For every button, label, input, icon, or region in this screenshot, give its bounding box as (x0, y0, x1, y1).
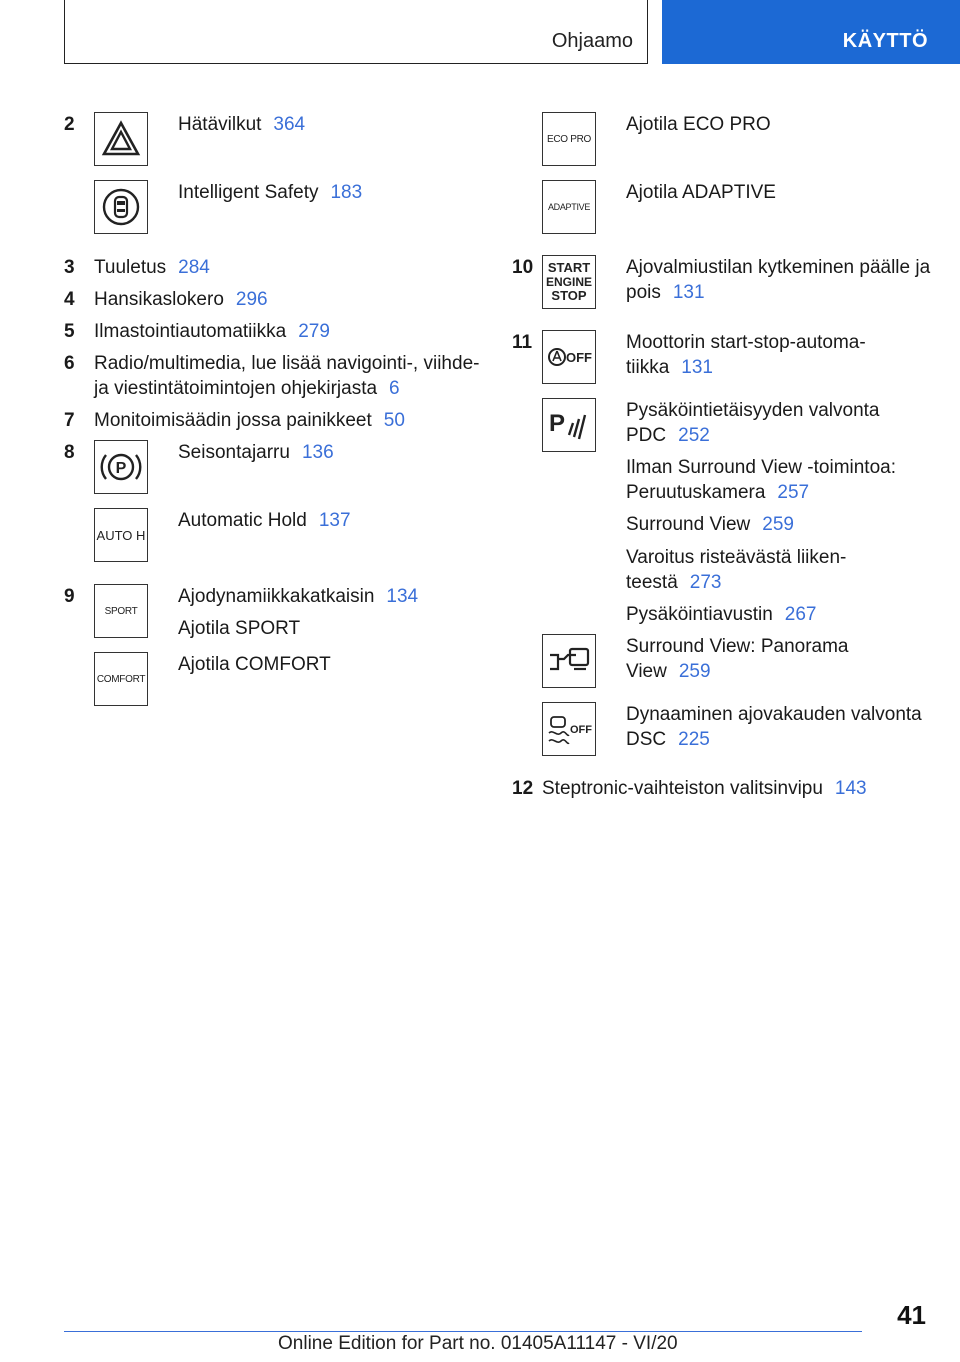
item-panorama-line2: View 259 (626, 661, 711, 682)
eco-pro-icon: ECO PRO (542, 112, 596, 166)
page-ref-link[interactable]: 267 (784, 604, 817, 625)
hazard-warning-icon (94, 112, 148, 166)
item-autostop-line2: tiikka 131 (626, 357, 713, 378)
page-ref-link[interactable]: 183 (330, 182, 363, 203)
auto-start-stop-off-icon (542, 330, 596, 384)
item-comfort-mode: Ajotila COMFORT (178, 654, 331, 675)
footer-divider (64, 1331, 862, 1332)
item-dsc-line2: DSC 225 (626, 729, 710, 750)
item-surround-view: Surround View 259 (626, 514, 794, 535)
item-cross-traffic-line2: teestä 273 (626, 572, 722, 593)
item-number-7: 7 (64, 410, 75, 431)
item-sport-mode: Ajotila SPORT (178, 618, 301, 639)
page-ref-link[interactable]: 273 (689, 572, 722, 593)
item-panorama-line1: Surround View: Panorama (626, 636, 849, 657)
item-number-3: 3 (64, 257, 75, 278)
parking-brake-icon (94, 440, 148, 494)
intelligent-safety-icon (94, 180, 148, 234)
svg-text:OFF: OFF (566, 350, 592, 365)
page-ref-link[interactable]: 131 (672, 282, 705, 303)
item-number-11: 11 (512, 332, 533, 353)
page-ref-link[interactable]: 137 (318, 510, 351, 531)
start-stop-button-icon: START ENGINE STOP (542, 255, 596, 309)
item-number-10: 10 (512, 257, 534, 278)
page-ref-link[interactable]: 257 (777, 482, 810, 503)
comfort-mode-icon: COMFORT (94, 652, 148, 706)
footer-edition: Online Edition for Part no. 01405A11147 - VI/20 (278, 1333, 678, 1354)
page-ref-link[interactable]: 279 (298, 321, 330, 342)
item-pdc-line1: Pysäköintietäisyyden valvonta (626, 400, 880, 421)
item-number-2: 2 (64, 114, 75, 135)
page-ref-link[interactable]: 225 (678, 729, 710, 750)
page-ref-link[interactable]: 143 (834, 778, 867, 799)
page-ref-link[interactable]: 364 (273, 114, 306, 135)
dsc-off-icon (542, 702, 596, 756)
pdc-icon (542, 398, 596, 452)
item-auto-hold: Automatic Hold 137 (178, 510, 351, 531)
svg-text:P: P (549, 410, 566, 437)
item-number-6: 6 (64, 353, 75, 374)
item-start-line1: Ajovalmiustilan kytkeminen päälle ja (626, 257, 931, 278)
item-intelligent-safety: Intelligent Safety 183 (178, 182, 363, 203)
page-ref-link[interactable]: 131 (681, 357, 713, 378)
item-climate-control: Ilmastointiautomatiikka 279 (94, 321, 330, 342)
item-ventilation: Tuuletus 284 (94, 257, 210, 278)
page-ref-link[interactable]: 259 (762, 514, 794, 535)
item-adaptive: Ajotila ADAPTIVE (626, 182, 776, 203)
item-hazard-lights: Hätävilkut 364 (178, 114, 306, 135)
page-ref-link[interactable]: 296 (235, 289, 268, 310)
header-section-box (64, 0, 648, 64)
item-radio-line2: ja viestintätoimintojen ohjekirjasta 6 (94, 378, 400, 399)
item-autostop-line1: Moottorin start-stop-automa- (626, 332, 866, 353)
svg-text:OFF: OFF (570, 724, 592, 736)
item-drive-dynamics: Ajodynamiikkakatkaisin 134 (178, 586, 419, 607)
header-section-title: Ohjaamo (551, 30, 633, 52)
item-glovebox: Hansikaslokero 296 (94, 289, 268, 310)
item-cross-traffic-line1: Varoitus risteävästä liiken- (626, 547, 847, 568)
page-ref-link[interactable]: 6 (389, 378, 400, 399)
page-number: 41 (897, 1300, 926, 1330)
page-ref-link[interactable]: 134 (386, 586, 419, 607)
page-ref-link[interactable]: 259 (678, 661, 711, 682)
item-dsc-line1: Dynaaminen ajovakauden valvonta (626, 704, 922, 725)
adaptive-mode-icon: ADAPTIVE (542, 180, 596, 234)
item-number-4: 4 (64, 289, 75, 310)
item-number-8: 8 (64, 442, 75, 463)
auto-hold-icon: AUTO H (94, 508, 148, 562)
svg-text:P: P (115, 460, 127, 477)
item-parking-brake: Seisontajarru 136 (178, 442, 334, 463)
page-ref-link[interactable]: 136 (301, 442, 334, 463)
item-number-9: 9 (64, 586, 75, 607)
item-steptronic: Steptronic-vaihteiston valitsinvipu 143 (542, 778, 867, 799)
item-surround-none-line2: Peruutuskamera 257 (626, 482, 810, 503)
item-surround-none-line1: Ilman Surround View -toimintoa: (626, 457, 896, 478)
header-chapter-title: KÄYTTÖ (842, 30, 928, 52)
item-multifunction: Monitoimisäädin jossa painikkeet 50 (94, 410, 405, 431)
item-pdc-line2: PDC 252 (626, 425, 710, 446)
item-number-5: 5 (64, 321, 75, 342)
sport-mode-icon: SPORT (94, 584, 148, 638)
page-ref-link[interactable]: 284 (178, 257, 210, 278)
header-chapter-tab (662, 0, 960, 64)
item-eco-pro: Ajotila ECO PRO (626, 114, 771, 135)
panorama-camera-icon (542, 634, 596, 688)
page-ref-link[interactable]: 252 (678, 425, 710, 446)
item-number-12: 12 (512, 778, 534, 799)
item-start-line2: pois 131 (626, 282, 705, 303)
item-radio-line1: Radio/multimedia, lue lisää navigointi-, viihde- (94, 353, 480, 374)
page-ref-link[interactable]: 50 (383, 410, 405, 431)
item-park-assist: Pysäköintiavustin 267 (626, 604, 817, 625)
